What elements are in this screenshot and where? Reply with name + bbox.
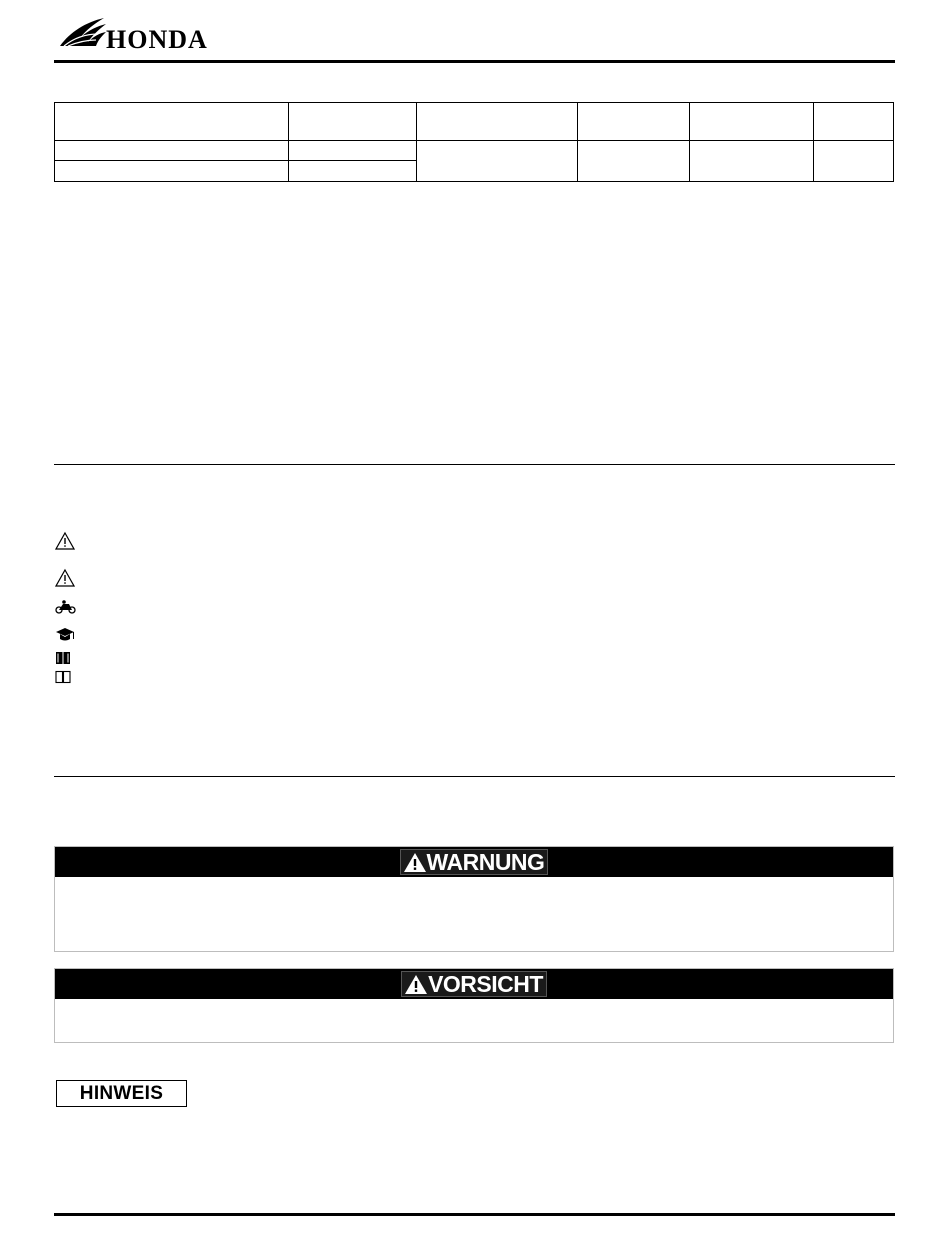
table-cell: [288, 103, 416, 141]
open-book-outline-icon: [55, 670, 79, 692]
table-cell: [288, 161, 416, 182]
table-cell: [55, 161, 289, 182]
table-header-row: [55, 103, 894, 141]
warning-triangle-icon: [55, 568, 79, 590]
table-cell: [288, 141, 416, 161]
graduation-cap-icon: [55, 627, 79, 649]
table-cell: [578, 103, 690, 141]
honda-wing-icon: [58, 16, 258, 56]
section-divider: [54, 464, 895, 465]
table-cell: [55, 103, 289, 141]
note-label: [56, 1080, 187, 1107]
section-divider: [54, 776, 895, 777]
caution-label: [401, 971, 547, 997]
table-cell: [690, 103, 814, 141]
warning-label: [400, 849, 549, 875]
motorcycle-rider-icon: [55, 600, 79, 622]
table-cell: [416, 141, 578, 182]
caution-title: VORSICHT: [428, 971, 543, 997]
warning-title: WARNUNG: [426, 849, 545, 875]
footer-rule: [54, 1213, 895, 1216]
caution-header-bar: [55, 969, 893, 999]
table-cell: [578, 141, 690, 182]
brand-wordmark: HONDA: [106, 25, 208, 54]
caution-notice: [54, 968, 894, 1043]
table-cell: [416, 103, 578, 141]
honda-logo: [58, 16, 258, 56]
warning-triangle-icon: [404, 973, 428, 995]
warning-triangle-icon: [403, 851, 427, 873]
table-cell: [55, 141, 289, 161]
table-cell: [814, 141, 894, 182]
warning-triangle-icon: [55, 531, 79, 553]
header-rule: [54, 60, 895, 63]
warning-notice: [54, 846, 894, 952]
table-cell: [690, 141, 814, 182]
table-cell: [814, 103, 894, 141]
info-table: [54, 102, 894, 182]
note-title: HINWEIS: [79, 1082, 164, 1104]
table-row: [55, 141, 894, 161]
warning-header-bar: [55, 847, 893, 877]
